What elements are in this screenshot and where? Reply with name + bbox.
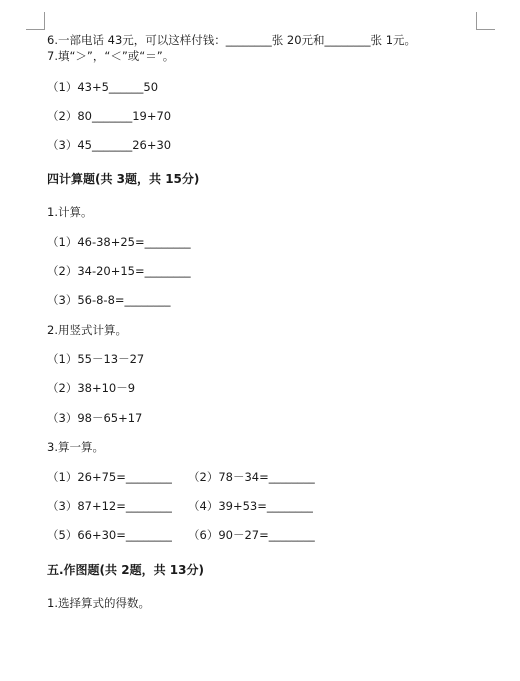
s4-q2-item-1: （1）55－13－27	[47, 352, 145, 366]
s4-q2-item-2: （2）38+10－9	[47, 381, 136, 395]
s5-question-1: 1.选择算式的得数。	[47, 596, 150, 610]
s4-question-2: 2.用竖式计算。	[47, 323, 127, 337]
question-6: 6.一部电话 43元，可以这样付钱：________张 20元和________张 1元。	[47, 33, 417, 47]
s4-q3-item-5: （5）66+30=________	[47, 528, 172, 542]
s4-q1-item-2: （2）34-20+15=________	[47, 264, 191, 278]
s4-q1-item-1: （1）46-38+25=________	[47, 235, 191, 249]
q7-item-2: （2）80_______19+70	[47, 109, 172, 123]
corner-mark-left-vertical	[44, 12, 45, 30]
section-5-heading: 五.作图题(共 2题，共 13分)	[47, 563, 204, 577]
s4-q1-item-3: （3）56-8-8=________	[47, 293, 171, 307]
s4-q2-item-3: （3）98－65+17	[47, 411, 143, 425]
section-4-heading: 四计算题(共 3题，共 15分)	[47, 172, 200, 186]
s4-q3-item-3: （3）87+12=________	[47, 499, 172, 513]
s4-q3-item-4: （4）39+53=________	[188, 499, 313, 513]
corner-mark-left-horizontal	[26, 29, 45, 30]
corner-mark-right-horizontal	[476, 29, 495, 30]
s4-question-1: 1.计算。	[47, 205, 93, 219]
q7-item-3: （3）45_______26+30	[47, 138, 172, 152]
corner-mark-right-vertical	[476, 12, 477, 30]
q7-item-1: （1）43+5______50	[47, 80, 159, 94]
s4-q3-item-1: （1）26+75=________	[47, 470, 172, 484]
s4-question-3: 3.算一算。	[47, 440, 104, 454]
s4-q3-item-2: （2）78－34=________	[188, 470, 315, 484]
s4-q3-item-6: （6）90－27=________	[188, 528, 315, 542]
question-7: 7.填“＞”，“＜”或“＝”。	[47, 49, 175, 63]
